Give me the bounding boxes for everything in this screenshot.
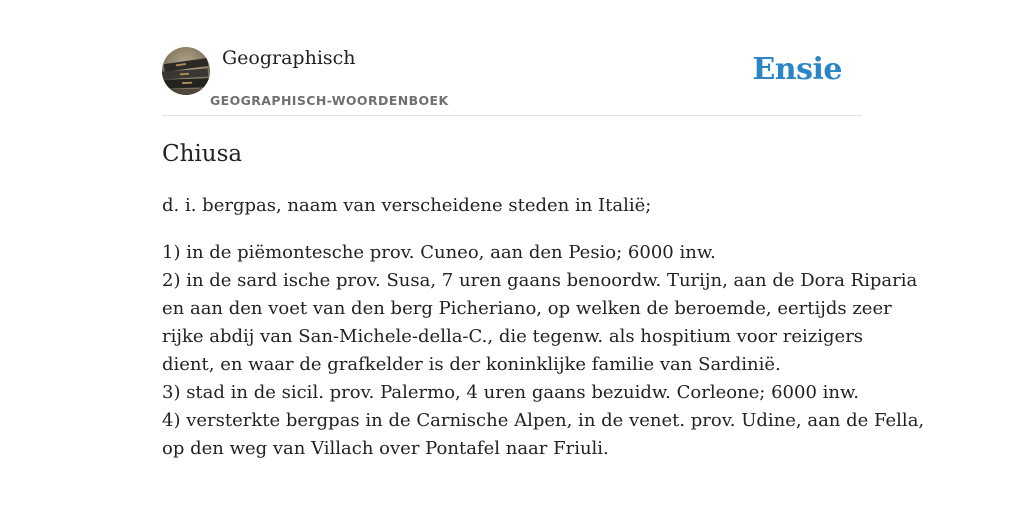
definition-line: dient, en waar de grafkelder is der koninklijke familie van Sardinië. [162, 354, 781, 375]
definition-line: 1) in de piëmontesche prov. Cuneo, aan den Pesio; 6000 inw. [162, 242, 716, 263]
book-slug[interactable]: GEOGRAPHISCH-WOORDENBOEK [210, 93, 449, 108]
definition-line: rijke abdij van San-Michele-della-C., die tegenw. als hospitium voor reizigers [162, 326, 864, 347]
header [162, 46, 862, 116]
entry-definitions [162, 239, 925, 463]
definition-line: 4) versterkte bergpas in de Carnische Alpen, in de venet. prov. Udine, aan de Fella, [162, 410, 925, 431]
definition-line: en aan den voet van den berg Picheriano, op welken de beroemde, eertijds zeer [162, 298, 892, 319]
entry-body [162, 192, 925, 463]
entry-intro: d. i. bergpas, naam van verscheidene steden in Italië; [162, 195, 652, 216]
brand-logo[interactable]: Ensie [752, 52, 842, 87]
book-title[interactable]: Geographisch [222, 47, 356, 69]
definition-line: 2) in de sard ische prov. Susa, 7 uren gaans benoordw. Turijn, aan de Dora Riparia [162, 270, 918, 291]
entry-title: Chiusa [162, 141, 243, 167]
header-divider [162, 115, 862, 116]
book-stack-icon [162, 47, 210, 95]
book-avatar[interactable] [162, 47, 210, 95]
definition-line: op den weg van Villach over Pontafel naar Friuli. [162, 438, 609, 459]
definition-line: 3) stad in de sicil. prov. Palermo, 4 uren gaans bezuidw. Corleone; 6000 inw. [162, 382, 859, 403]
